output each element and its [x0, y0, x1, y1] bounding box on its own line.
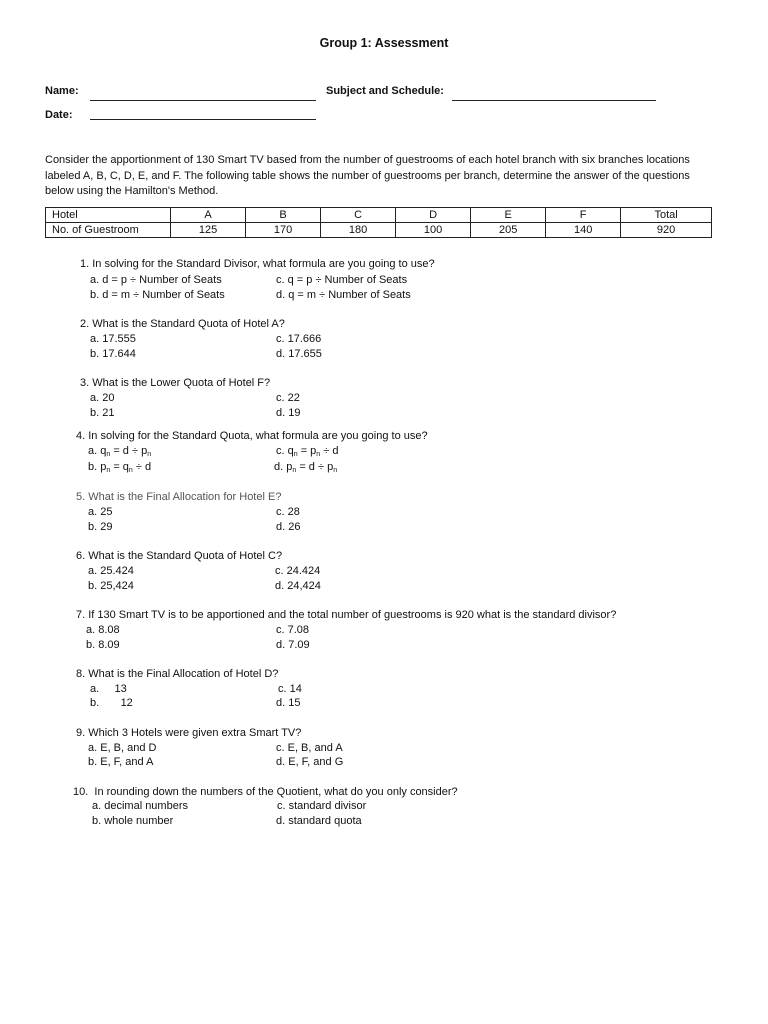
- page-title: Group 1: Assessment: [319, 36, 449, 50]
- q3-option-a: a. 20: [90, 392, 115, 404]
- question-6: 6. What is the Standard Quota of Hotel C?: [76, 550, 283, 562]
- question-9: 9. Which 3 Hotels were given extra Smart TV?: [76, 727, 302, 739]
- q1-option-d: d. q = m ÷ Number of Seats: [276, 289, 411, 301]
- q4-option-b: b. $p_n = q_n \div d$: [88, 461, 152, 474]
- table-cell: 170: [246, 223, 321, 238]
- q10-option-a: a. decimal numbers: [92, 800, 188, 812]
- q9-option-d: d. E, F, and G: [276, 756, 344, 768]
- q8-option-c: c. 14: [278, 683, 302, 695]
- q7-option-a: a. 8.08: [86, 624, 120, 636]
- q6-option-b: b. 25,424: [88, 580, 134, 592]
- q2-option-a: a. 17.555: [90, 333, 136, 345]
- q2-option-d: d. 17.655: [276, 348, 322, 360]
- question-4: 4. In solving for the Standard Quota, what formula are you going to use?: [76, 430, 428, 442]
- q9-option-b: b. E, F, and A: [88, 756, 154, 768]
- q3-option-c: c. 22: [276, 392, 300, 404]
- q4-option-c: c. $q_n = p_n \div d$: [276, 445, 339, 458]
- q5-option-b: b. 29: [88, 521, 113, 533]
- table-row: [46, 223, 712, 238]
- table-cell: Hotel: [46, 208, 171, 223]
- q4-option-a: a. $q_n = d \div p_n$: [88, 445, 152, 458]
- q3-option-d: d. 19: [276, 407, 301, 419]
- question-7: 7. If 130 Smart TV is to be apportioned and the total number of guestrooms is 920 what is the standard divisor?: [76, 609, 617, 621]
- table-cell: 125: [171, 223, 246, 238]
- date-field[interactable]: [90, 107, 316, 120]
- q10-option-c: c. standard divisor: [277, 800, 367, 812]
- question-1: 1. In solving for the Standard Divisor, what formula are you going to use?: [80, 258, 435, 270]
- q6-option-a: a. 25.424: [88, 565, 134, 577]
- table-cell: F: [546, 208, 621, 223]
- subject-field[interactable]: [452, 88, 656, 101]
- question-2: 2. What is the Standard Quota of Hotel A?: [80, 318, 285, 330]
- subject-label: Subject and Schedule:: [326, 85, 444, 97]
- date-label: Date:: [45, 109, 73, 121]
- q6-option-c: c. 24.424: [275, 565, 321, 577]
- question-5: 5. What is the Final Allocation for Hotel E?: [76, 491, 282, 503]
- q7-option-d: d. 7.09: [276, 639, 310, 651]
- q1-option-c: c. q = p ÷ Number of Seats: [276, 274, 408, 286]
- q9-option-a: a. E, B, and D: [88, 742, 157, 754]
- question-10: 10. In rounding down the numbers of the Quotient, what do you only consider?: [73, 786, 458, 798]
- q8-option-a: a. 13: [90, 683, 127, 695]
- table-cell: No. of Guestroom: [46, 223, 171, 238]
- question-8: 8. What is the Final Allocation of Hotel D?: [76, 668, 279, 680]
- table-cell: 100: [396, 223, 471, 238]
- table-cell: 140: [546, 223, 621, 238]
- name-label: Name:: [45, 85, 79, 97]
- table-cell: D: [396, 208, 471, 223]
- q8-option-d: d. 15: [276, 697, 301, 709]
- table-cell: Total: [621, 208, 712, 223]
- q1-option-a: a. d = p ÷ Number of Seats: [90, 274, 222, 286]
- table-header-row: [46, 208, 712, 223]
- table-cell: B: [246, 208, 321, 223]
- q5-option-d: d. 26: [276, 521, 301, 533]
- q8-option-b: b. 12: [90, 697, 133, 709]
- table-cell: 205: [471, 223, 546, 238]
- q10-option-b: b. whole number: [92, 815, 174, 827]
- name-field[interactable]: [90, 88, 316, 101]
- table-cell: 920: [621, 223, 712, 238]
- q10-option-d: d. standard quota: [276, 815, 362, 827]
- q5-option-c: c. 28: [276, 506, 300, 518]
- guestroom-table: [45, 207, 712, 238]
- intro-paragraph: Consider the apportionment of 130 Smart TV based from the number of guestrooms of each hotel branch with six branches locations labeled A, B, C, D, E, and F. The following table shows the number of guestrooms per branch, determine the answer of the questions below using the Hamilton's Method.: [45, 154, 690, 197]
- table-cell: 180: [321, 223, 396, 238]
- q6-option-d: d. 24,424: [275, 580, 321, 592]
- q2-option-b: b. 17.644: [90, 348, 136, 360]
- q1-option-b: b. d = m ÷ Number of Seats: [90, 289, 225, 301]
- q5-option-a: a. 25: [88, 506, 113, 518]
- table-cell: A: [171, 208, 246, 223]
- q4-option-d: d. $p_n = d \div p_n$: [274, 461, 338, 474]
- table-cell: C: [321, 208, 396, 223]
- question-3: 3. What is the Lower Quota of Hotel F?: [80, 377, 271, 389]
- q9-option-c: c. E, B, and A: [276, 742, 343, 754]
- q7-option-b: b. 8.09: [86, 639, 120, 651]
- q2-option-c: c. 17.666: [276, 333, 322, 345]
- q3-option-b: b. 21: [90, 407, 115, 419]
- q7-option-c: c. 7.08: [276, 624, 310, 636]
- table-cell: E: [471, 208, 546, 223]
